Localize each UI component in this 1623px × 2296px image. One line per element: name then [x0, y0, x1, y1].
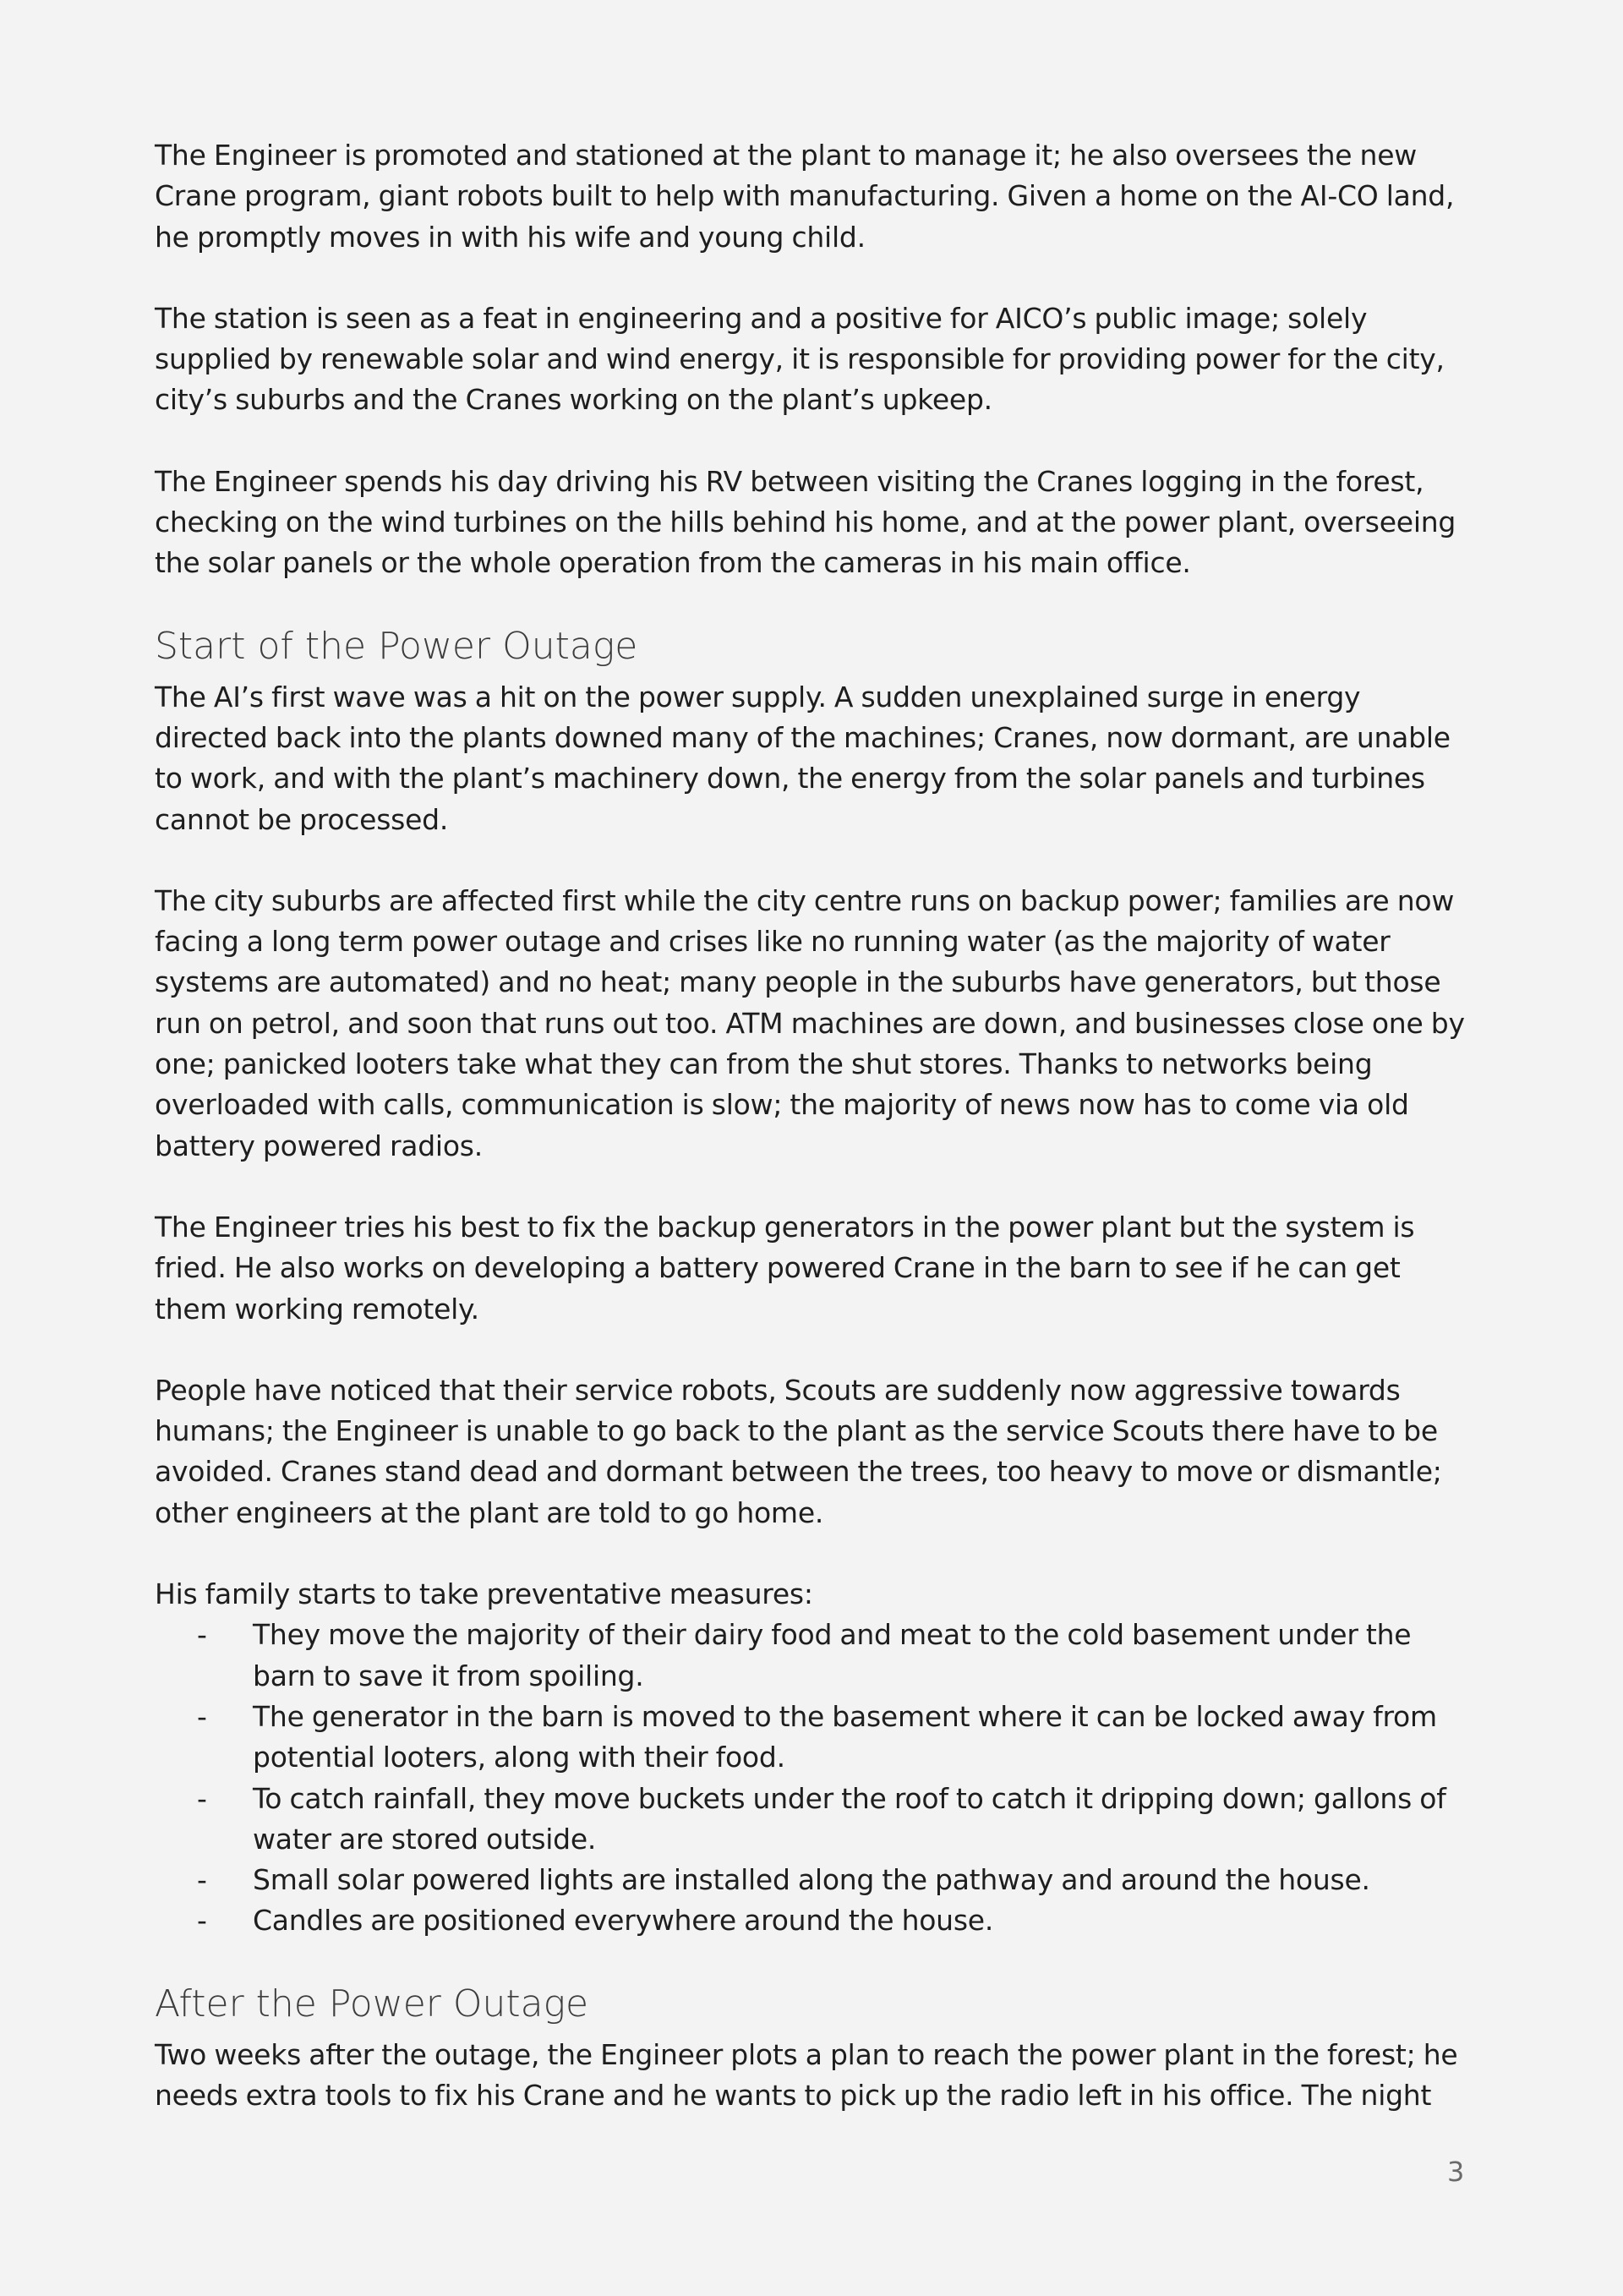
list-item-text: To catch rainfall, they move buckets under the roof to catch it dripping down; gallons of water are stored outside.	[253, 1781, 1446, 1856]
intro-paragraph-3: The Engineer spends his day driving his RV between visiting the Cranes logging in the forest, checking on the wind turbines on the hills behind his home, and at the power plant, overseeing the solar panels or the whole operation from the cameras in his main office.	[155, 464, 1456, 580]
start-paragraph-1: The AI’s first wave was a hit on the power supply. A sudden unexplained surge in energy directed back into the plants downed many of the machines; Cranes, now dormant, are unable to work, and with the plant’s machinery down, the energy from the solar panels and turbines cannot be processed.	[155, 680, 1451, 836]
dash-bullet: -	[197, 1863, 207, 1897]
start-paragraph-3: The Engineer tries his best to fix the backup generators in the power plant but the system is fried. He also works on developing a battery powered Crane in the barn to see if he can get them working remotely.	[155, 1210, 1415, 1326]
list-item	[197, 1860, 1473, 1900]
after-paragraph-1: Two weeks after the outage, the Engineer plots a plan to reach the power plant in the forest; he needs extra tools to fix his Crane and he wants to pick up the radio left in his office. The night	[155, 2037, 1458, 2112]
dash-bullet: -	[197, 1699, 207, 1733]
document-page	[155, 135, 1473, 2116]
section-heading-start-of-outage: Start of the Power Outage	[155, 624, 638, 668]
section-heading-after-outage: After the Power Outage	[155, 1982, 589, 2025]
preventative-measures-list	[155, 1615, 1473, 1941]
start-paragraph-2: The city suburbs are affected first while the city centre runs on backup power; families are now facing a long term power outage and crises like no running water (as the majority of water systems are automated) and no heat; many people in the suburbs have generators, but those run on petrol, and soon that runs out too. ATM machines are down, and businesses close one by one; panicked looters take what they can from the shut stores. Thanks to networks being overloaded with calls, communication is slow; the majority of news now has to come via old battery powered radios.	[155, 883, 1465, 1162]
dash-bullet: -	[197, 1904, 207, 1938]
list-item	[197, 1779, 1473, 1861]
intro-paragraph-2: The station is seen as a feat in engineering and a positive for AICO’s public image; solely supplied by renewable solar and wind energy, it is responsible for providing power for the city, city’s suburbs and the Cranes working on the plant’s upkeep.	[155, 301, 1445, 417]
list-item	[197, 1697, 1473, 1779]
list-intro: His family starts to take preventative measures:	[155, 1577, 813, 1611]
dash-bullet: -	[197, 1618, 207, 1652]
list-item-text: Small solar powered lights are installed along the pathway and around the house.	[253, 1863, 1370, 1897]
list-item	[197, 1615, 1473, 1697]
list-item-text: They move the majority of their dairy food and meat to the cold basement under the barn to save it from spoiling.	[253, 1618, 1412, 1692]
page-number: 3	[1447, 2156, 1465, 2188]
list-item	[197, 1900, 1473, 1941]
list-item-text: The generator in the barn is moved to the basement where it can be locked away from potential looters, along with their food.	[253, 1699, 1437, 1774]
dash-bullet: -	[197, 1781, 207, 1815]
intro-paragraph-1: The Engineer is promoted and stationed at the plant to manage it; he also oversees the new Crane program, giant robots built to help with manufacturing. Given a home on the AI-CO land, he promptly moves in with his wife and young child.	[155, 139, 1455, 254]
start-paragraph-4: People have noticed that their service robots, Scouts are suddenly now aggressive towards humans; the Engineer is unable to go back to the plant as the service Scouts there have to be avoided. Cranes stand dead and dormant between the trees, too heavy to move or dismantle; other engineers at the plant are told to go home.	[155, 1373, 1442, 1529]
list-item-text: Candles are positioned everywhere around the house.	[253, 1904, 994, 1938]
